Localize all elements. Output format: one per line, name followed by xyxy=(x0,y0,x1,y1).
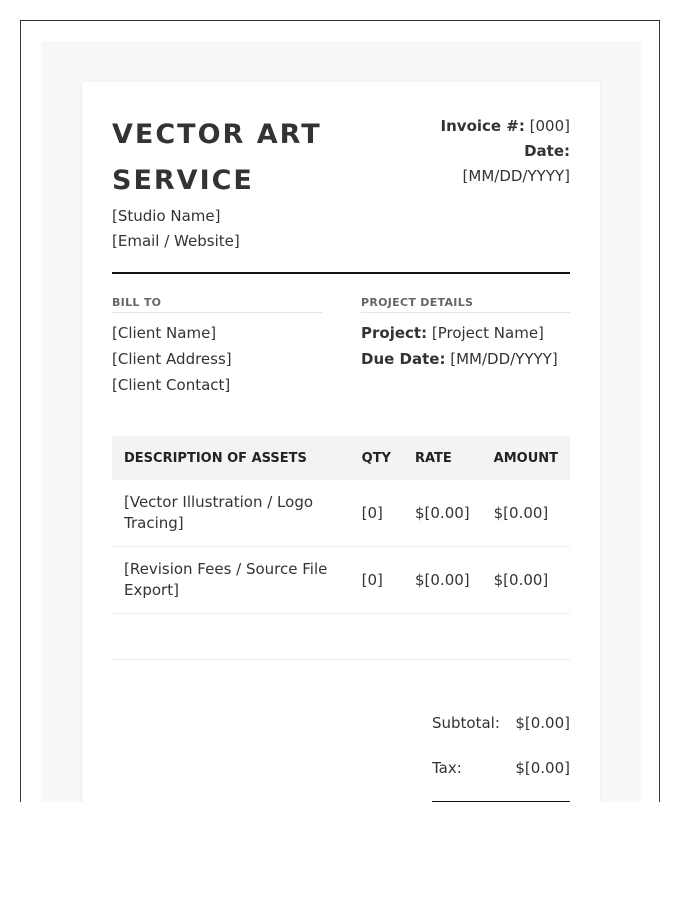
due-date-label: Due Date: xyxy=(361,350,446,368)
project-details-heading: PROJECT DETAILS xyxy=(361,296,570,313)
invoice-date-label-line xyxy=(441,139,570,164)
invoice-date-label: Date: xyxy=(524,142,570,160)
line-items-table xyxy=(112,436,570,614)
studio-info xyxy=(112,204,240,254)
project-label: Project: xyxy=(361,324,428,342)
row-rate: $[0.00] xyxy=(403,480,482,547)
tax-row xyxy=(432,759,570,781)
header-description: DESCRIPTION OF ASSETS xyxy=(112,436,350,480)
project-details-block xyxy=(361,320,558,372)
invoice-date-value: [MM/DD/YYYY] xyxy=(462,167,570,185)
table-row xyxy=(112,480,570,547)
invoice-number-line xyxy=(441,114,570,139)
due-date-line xyxy=(361,346,558,372)
row-description: [Revision Fees / Source File Export] xyxy=(112,547,350,614)
header-amount: AMOUNT xyxy=(482,436,570,480)
tax-value: $[0.00] xyxy=(515,759,570,777)
studio-email-website: [Email / Website] xyxy=(112,232,240,250)
due-date-value: [MM/DD/YYYY] xyxy=(450,350,558,368)
table-header-row xyxy=(112,436,570,480)
studio-name: [Studio Name] xyxy=(112,207,221,225)
invoice-meta xyxy=(441,114,570,189)
table-end-divider xyxy=(112,659,570,660)
bill-to-block xyxy=(112,320,232,398)
subtotal-label: Subtotal: xyxy=(432,714,500,732)
client-name: [Client Name] xyxy=(112,324,217,342)
row-amount: $[0.00] xyxy=(482,480,570,547)
project-value: [Project Name] xyxy=(431,324,544,342)
invoice-paper xyxy=(82,82,600,802)
page-title: VECTOR ART SERVICE xyxy=(112,119,322,196)
row-rate: $[0.00] xyxy=(403,547,482,614)
row-amount: $[0.00] xyxy=(482,547,570,614)
table-row xyxy=(112,547,570,614)
bill-to-heading: BILL TO xyxy=(112,296,322,313)
subtotal-row xyxy=(432,714,570,736)
tax-label: Tax: xyxy=(432,759,462,777)
client-address: [Client Address] xyxy=(112,350,232,368)
header-divider xyxy=(112,272,570,274)
invoice-number-value: [000] xyxy=(529,117,570,135)
row-qty: [0] xyxy=(350,480,403,547)
project-line xyxy=(361,320,558,346)
row-qty: [0] xyxy=(350,547,403,614)
header-rate: RATE xyxy=(403,436,482,480)
page-background xyxy=(41,41,641,802)
subtotal-value: $[0.00] xyxy=(515,714,570,732)
client-contact: [Client Contact] xyxy=(112,376,231,394)
totals-divider xyxy=(432,801,570,802)
invoice-number-label: Invoice #: xyxy=(440,117,525,135)
row-description: [Vector Illustration / Logo Tracing] xyxy=(112,480,350,547)
document-frame xyxy=(20,20,660,802)
header-qty: QTY xyxy=(350,436,403,480)
